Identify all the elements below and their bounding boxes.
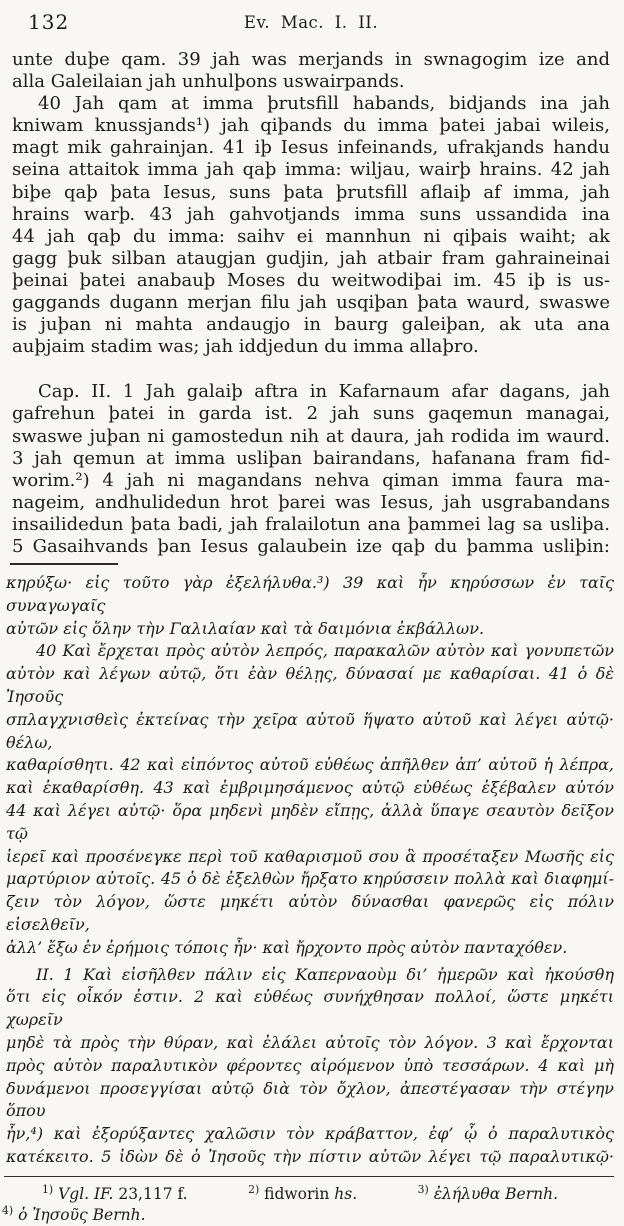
footnote-separator-rule xyxy=(4,1176,614,1177)
section-separator-rule xyxy=(10,563,118,565)
footnote xyxy=(42,1184,188,1205)
text-line: alla Galeilaian jah unhulþons uswairpands. xyxy=(12,71,405,93)
footnote-text: Bernh. xyxy=(505,1184,558,1203)
footnote-row xyxy=(12,1184,610,1205)
footnote-text: hs. xyxy=(334,1184,358,1203)
text-line: 40 Καὶ ἔρχεται πρὸς αὐτὸν λεπρός, παρακαλῶν αὐτὸν καὶ γονυπετῶν xyxy=(36,641,614,661)
text-line: ἀλλ’ ἔξω ἐν ἐρήμοις τόποις ἦν· καὶ ἤρχοντο πρὸς αὐτὸν πανταχόθεν. xyxy=(6,937,568,957)
paragraph xyxy=(6,572,614,640)
text-line: hrains warþ. 43 jah gahvotjands imma suns ussandida ina xyxy=(12,203,610,225)
text-line: πρὸς αὐτὸν παραλυτικὸν φέροντες αἰρόμενον ὑπὸ τεσσάρων. 4 καὶ μὴ xyxy=(6,1055,614,1075)
footnote-text: fidworin xyxy=(264,1184,335,1203)
text-line: μαρτύριον αὐτοῖς. 45 ὁ δὲ ἐξελθὼν ἤρξατο κηρύσσειν πολλὰ καὶ διαφημί- xyxy=(6,869,614,889)
paragraph xyxy=(12,93,610,358)
text-line: gagg þuk silban ataugjan gudjin, jah atbair fram gahraineinai xyxy=(12,247,610,269)
footnote-marker: 2) xyxy=(248,1182,260,1196)
footnote-marker: 4) xyxy=(2,1203,14,1217)
text-line: magt mik gahrainjan. 41 iþ Iesus infeinands, ufrakjands handu xyxy=(12,137,610,159)
text-line: gaggands dugann merjan filu jah usqiþan þata waurd, swaswe xyxy=(12,292,610,314)
text-line: nageim, andhulidedun hrot þarei was Iesus, jah usgrabandans xyxy=(12,491,610,513)
footnote xyxy=(248,1184,357,1205)
text-line: ἦν,⁴) καὶ ἐξορύξαντες χαλῶσιν τὸν κράβαττον, ἐφ’ ᾧ ὁ παραλυτικὸς xyxy=(6,1124,614,1144)
running-title: Ev. Mac. I. II. xyxy=(243,13,379,32)
text-line: καθαρίσθητι. 42 καὶ εἰπόντος αὐτοῦ εὐθέως ἀπῆλθεν ἀπ’ αὐτοῦ ἡ λέπρα, xyxy=(6,755,614,775)
footnote-marker: 1) xyxy=(42,1182,54,1196)
text-line: insailidedun þata badi, jah fralailotun ana þammei lag sa usliþa. xyxy=(12,513,610,535)
text-line: is juþan ni mahta andaugjo in baurg galeiþan, ak uta ana xyxy=(12,314,610,336)
paragraph xyxy=(12,49,610,93)
text-line: αὐτὸν καὶ λέγων αὐτῷ, ὅτι ἐὰν θέλῃς, δύνασαί με καθαρίσαι. 41 ὁ δὲ Ἰησοῦς xyxy=(6,664,614,707)
footnote-row xyxy=(2,1205,610,1226)
text-line: seina attaitok imma jah qaþ imma: wiljau, wairþ hrains. 42 jah xyxy=(12,159,610,181)
text-line: σπλαγχνισθεὶς ἐκτείνας τὴν χεῖρα αὐτοῦ ἥψατο αὐτοῦ καὶ λέγει αὐτῷ· θέλω, xyxy=(6,709,614,752)
footnote xyxy=(2,1203,146,1224)
footnote-text: ἐλήλυθα xyxy=(433,1184,506,1203)
footnotes xyxy=(2,1182,610,1226)
text-line: auþjaim stadim was; jah iddjedun du imma allaþro. xyxy=(12,336,479,358)
text-line: κατέκειτο. 5 ἰδὼν δὲ ὁ Ἰησοῦς τὴν πίστιν αὐτῶν λέγει τῷ παραλυτικῷ· xyxy=(6,1146,614,1166)
text-line: unte duþe qam. 39 jah was merjands in swnagogim ize and xyxy=(12,49,610,70)
text-line: 3 jah qemun at imma usliþan bairandans, hafanana fram fid- xyxy=(12,447,610,469)
footnote-text: 23,117 f. xyxy=(113,1184,188,1203)
text-line: κηρύξω· εἰς τοῦτο γὰρ ἐξελήλυθα.³) 39 καὶ ἦν κηρύσσων ἐν ταῖς συναγωγαῖς xyxy=(6,573,614,615)
footnote-text: Bernh. xyxy=(92,1205,146,1224)
text-line: gafrehun þatei in garda ist. 2 jah suns gaqemun managai, xyxy=(12,403,610,425)
text-line: αὐτῶν εἰς ὅλην τὴν Γαλιλαίαν καὶ τὰ δαιμόνια ἐκβάλλων. xyxy=(6,618,485,638)
greek-text-section xyxy=(6,572,614,1169)
text-line: þeinai þatei anabauþ Moses du weitwodiþai im. 45 iþ is us- xyxy=(12,269,610,291)
text-line: 44 καὶ λέγει αὐτῷ· ὅρα μηδενὶ μηδὲν εἴπῃς, ἀλλὰ ὕπαγε σεαυτὸν δεῖξον τῷ xyxy=(6,801,614,843)
footnote xyxy=(418,1184,558,1205)
text-line: ὅτι εἰς οἶκόν ἐστιν. 2 καὶ εὐθέως συνήχθησαν πολλοί, ὥστε μηκέτι χωρεῖν xyxy=(6,987,614,1030)
paragraph xyxy=(6,640,614,959)
text-line: δυνάμενοι προσεγγίσαι αὐτῷ διὰ τὸν ὄχλον, ἀπεστέγασαν τὴν στέγην ὅπου xyxy=(6,1078,614,1121)
page-number: 132 xyxy=(28,10,70,34)
paragraph xyxy=(6,964,614,1169)
text-line: II. 1 Καὶ εἰσῆλθεν πάλιν εἰς Καπερναοὺμ δι’ ἡμερῶν καὶ ἠκούσθη xyxy=(36,964,614,984)
text-line: Cap. II. 1 Jah galaiþ aftra in Kafarnaum afar dagans, jah xyxy=(38,381,610,403)
footnote-marker: 3) xyxy=(417,1182,429,1196)
paragraph xyxy=(12,381,610,558)
page-header xyxy=(12,10,610,34)
text-line: 44 jah qaþ du imma: saihv ei mannhun ni qiþais waiht; ak xyxy=(12,225,610,247)
text-line: swaswe juþan ni gamostedun nih at daura, jah rodida im waurd. xyxy=(12,425,610,447)
text-line: 40 Jah qam at imma þrutsfill habands, bidjands ina jah xyxy=(38,93,610,115)
text-line: 5 Gasaihvands þan Iesus galaubein ize qaþ du þamma usliþin: xyxy=(12,535,610,557)
footnote-text: Vgl. IF. xyxy=(58,1184,114,1203)
gothic-text-section xyxy=(12,49,610,558)
text-line: kniwam knussjands¹) jah qiþands du imma þatei jabai wileis, xyxy=(12,115,610,137)
text-line: καὶ ἐκαθαρίσθη. 43 καὶ ἐμβριμησάμενος αὐτῷ εὐθέως ἐξέβαλεν αὐτόν xyxy=(6,778,614,798)
text-line: worim.²) 4 jah ni magandans nehva qiman imma faura ma- xyxy=(12,469,610,491)
text-line: μηδὲ τὰ πρὸς τὴν θύραν, καὶ ἐλάλει αὐτοῖς τὸν λόγον. 3 καὶ ἔρχονται xyxy=(6,1033,614,1052)
footnote-text: ὁ Ἰησοῦς xyxy=(18,1205,93,1224)
text-line: ἱερεῖ καὶ προσένεγκε περὶ τοῦ καθαρισμοῦ σου ἃ προσέταξεν Μωσῆς εἰς xyxy=(6,846,614,866)
text-line: ζειν τὸν λόγον, ὥστε μηκέτι αὐτὸν δύνασθαι φανερῶς εἰς πόλιν εἰσελθεῖν, xyxy=(6,892,614,935)
text-line: biþe qaþ þata Iesus, suns þata þrutsfill aflaiþ af imma, jah xyxy=(12,181,610,203)
